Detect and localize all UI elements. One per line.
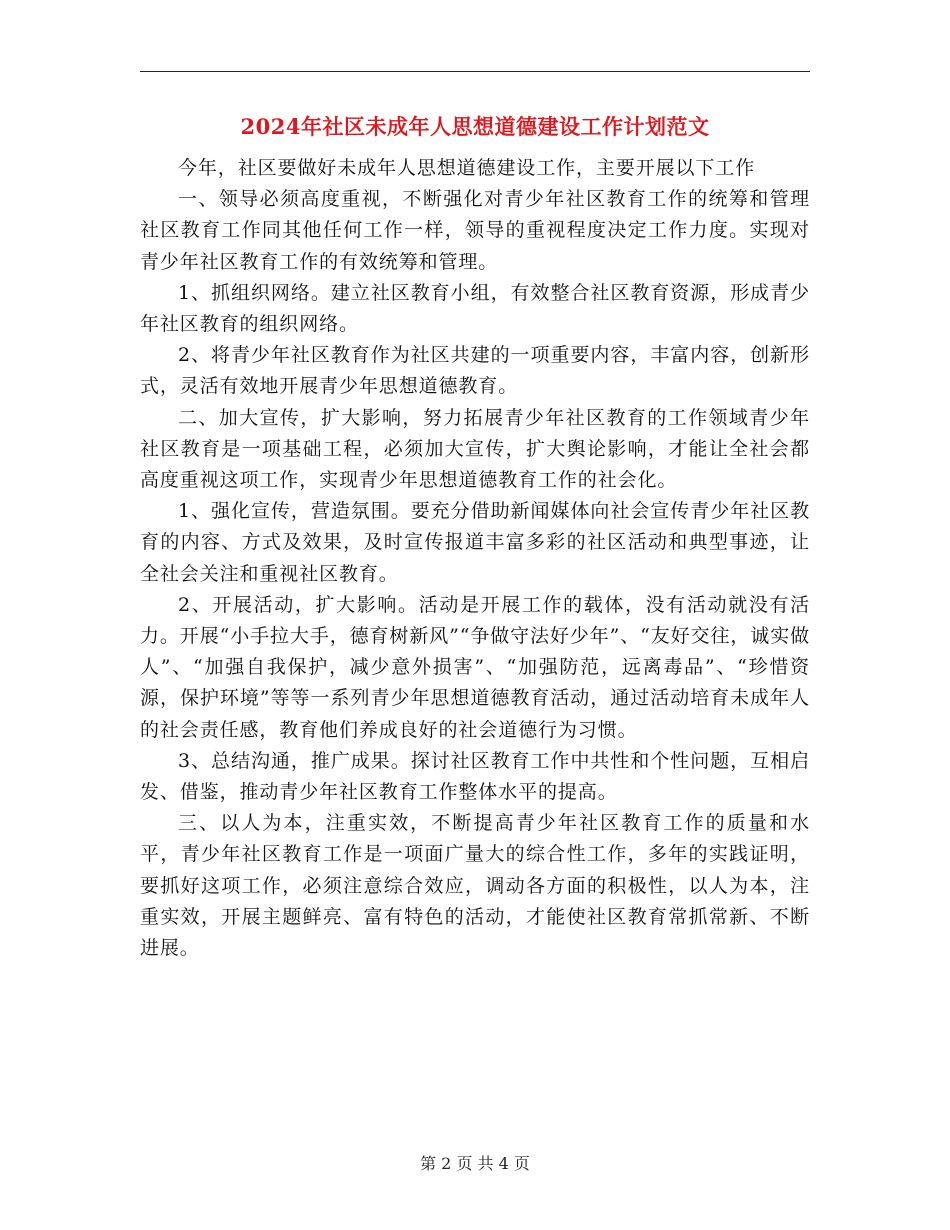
document-title: 2024年社区未成年人思想道德建设工作计划范文 xyxy=(240,114,710,139)
paragraph: 2、开展活动，扩大影响。活动是开展工作的载体，没有活动就没有活力。开展“小手拉大手，德育树新风”“争做守法好少年”、“友好交往，诚实做人”、“加强自我保护，减少意外损害”、“加强防范，远离毒品”、“珍惜资源，保护环境”等等一系列青少年思想道德教育活动，通过活动培育未成年人的社会责任感，教育他们养成良好的社会道德行为习惯。 xyxy=(140,593,810,741)
paragraph: 一、领导必须高度重视，不断强化对青少年社区教育工作的统筹和管理社区教育工作同其他任何工作一样，领导的重视程度决定工作力度。实现对青少年社区教育工作的有效统筹和管理。 xyxy=(140,188,810,273)
paragraph: 二、加大宣传，扩大影响，努力拓展青少年社区教育的工作领域青少年社区教育是一项基础工程，必须加大宣传，扩大舆论影响，才能让全社会都高度重视这项工作，实现青少年思想道德教育工作的社会化。 xyxy=(140,406,810,492)
paragraph: 1、抓组织网络。建立社区教育小组，有效整合社区教育资源，形成青少年社区教育的组织网络。 xyxy=(140,281,810,336)
paragraph: 1、强化宣传，营造氛围。要充分借助新闻媒体向社会宣传青少年社区教育的内容、方式及效果，及时宣传报道丰富多彩的社区活动和典型事迹，让全社会关注和重视社区教育。 xyxy=(140,500,810,585)
document-body xyxy=(140,153,810,964)
paragraph: 3、总结沟通，推广成果。探讨社区教育工作中共性和个性问题，互相启发、借鉴，推动青少年社区教育工作整体水平的提高。 xyxy=(140,749,810,804)
paragraph: 今年，社区要做好未成年人思想道德建设工作，主要开展以下工作 xyxy=(178,157,756,179)
header-rule xyxy=(140,71,810,72)
paragraph: 2、将青少年社区教育作为社区共建的一项重要内容，丰富内容，创新形式，灵活有效地开展青少年思想道德教育。 xyxy=(140,344,810,398)
paragraph: 三、以人为本，注重实效，不断提高青少年社区教育工作的质量和水平，青少年社区教育工作是一项面广量大的综合性工作，多年的实践证明，要抓好这项工作，必须注意综合效应，调动各方面的积极性，以人为本，注重实效，开展主题鲜亮、富有特色的活动，才能使社区教育常抓常新、不断进展。 xyxy=(140,812,810,960)
page-number-footer: 第 2 页 共 4 页 xyxy=(420,1154,530,1173)
